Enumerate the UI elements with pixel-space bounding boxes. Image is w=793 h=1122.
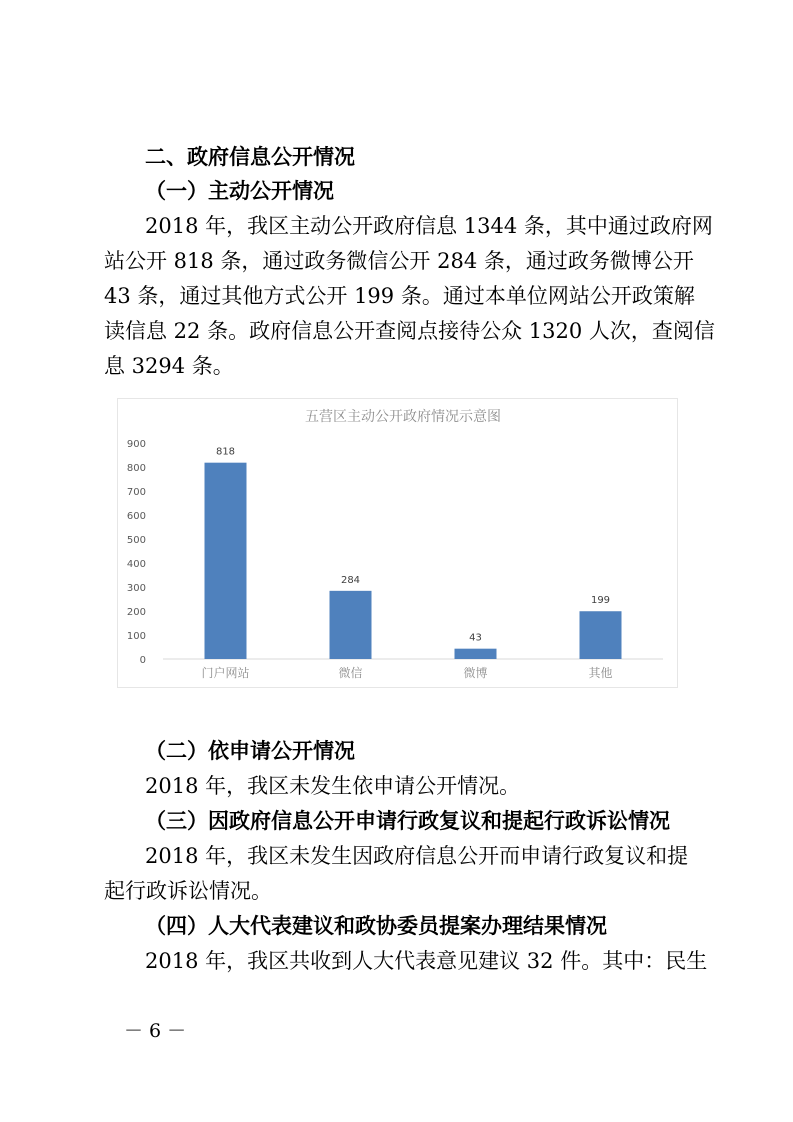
- x-tick-label: 微博: [463, 666, 488, 680]
- y-tick-label: 800: [126, 463, 146, 474]
- paragraph-line: 2018 年，我区共收到人大代表意见建议 32 件。其中：民生: [145, 949, 708, 973]
- bar: [330, 591, 372, 659]
- y-tick-label: 400: [126, 559, 146, 570]
- subheading-4: （四）人大代表建议和政协委员提案办理结果情况: [145, 914, 607, 938]
- y-tick-label: 900: [126, 439, 146, 450]
- x-tick-label: 微信: [338, 666, 363, 680]
- chart-title: 五营区主动公开政府情况示意图: [305, 409, 501, 425]
- y-tick-label: 300: [126, 583, 146, 594]
- bar: [580, 611, 622, 659]
- paragraph-line: 2018 年，我区未发生因政府信息公开而申请行政复议和提: [145, 844, 689, 868]
- bar-data-label: 818: [215, 446, 236, 458]
- bar-data-label: 199: [590, 595, 611, 607]
- paragraph-line: 起行政诉讼情况。: [104, 879, 272, 903]
- y-tick-label: 600: [126, 511, 146, 522]
- y-tick-label: 100: [126, 631, 146, 642]
- paragraph-line: 2018 年，我区主动公开政府信息 1344 条，其中通过政府网: [145, 214, 713, 238]
- y-tick-label: 200: [126, 607, 146, 618]
- bar-data-label: 43: [469, 632, 482, 644]
- paragraph-line: 站公开 818 条，通过政务微信公开 284 条，通过政务微博公开: [104, 249, 694, 273]
- section-heading: 二、政府信息公开情况: [145, 145, 355, 169]
- x-tick-label: 门户网站: [201, 666, 250, 680]
- x-tick-label: 其他: [588, 666, 613, 680]
- subheading-3: （三）因政府信息公开申请行政复议和提起行政诉讼情况: [145, 809, 670, 833]
- y-tick-label: 0: [139, 655, 146, 666]
- paragraph-line: 2018 年，我区未发生依申请公开情况。: [145, 774, 521, 798]
- chart-svg: [118, 399, 679, 689]
- bar: [205, 463, 247, 659]
- page-number: － 6 －: [124, 1020, 187, 1042]
- paragraph-line: 43 条，通过其他方式公开 199 条。通过本单位网站公开政策解: [104, 284, 695, 308]
- bar: [455, 649, 497, 659]
- bar-data-label: 284: [340, 574, 361, 586]
- y-tick-label: 500: [126, 535, 146, 546]
- paragraph-line: 读信息 22 条。政府信息公开查阅点接待公众 1320 人次，查阅信: [104, 319, 715, 343]
- bar-chart: [117, 398, 678, 688]
- subheading-2: （二）依申请公开情况: [145, 739, 355, 763]
- subheading-1: （一）主动公开情况: [145, 179, 334, 203]
- paragraph-line: 息 3294 条。: [104, 354, 234, 378]
- y-tick-label: 700: [126, 487, 146, 498]
